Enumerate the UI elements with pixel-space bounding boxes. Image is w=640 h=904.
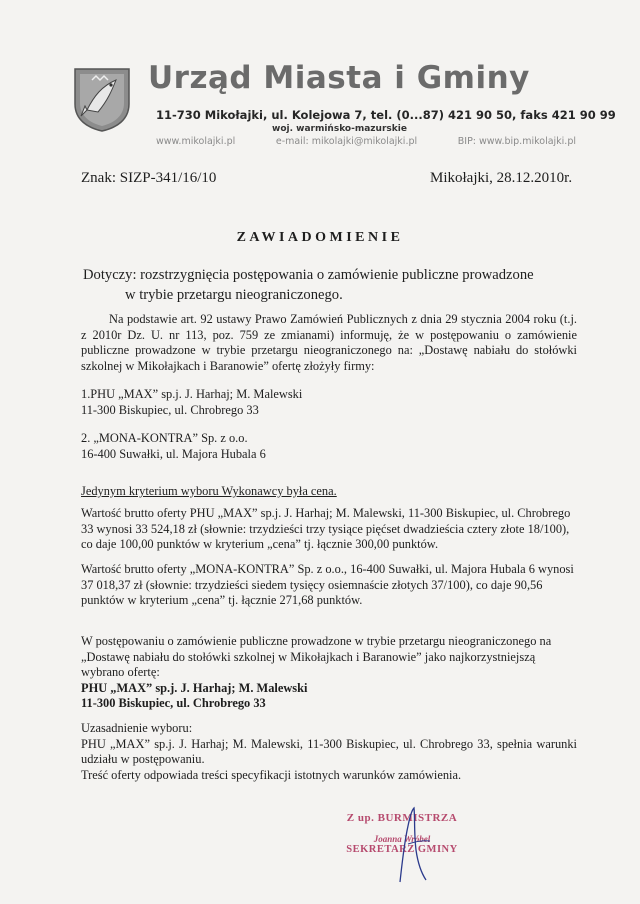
document-heading: ZAWIADOMIENIE <box>236 230 404 245</box>
offer-1-paragraph: Wartość brutto oferty PHU „MAX” sp.j. J. Harhaj; M. Malewski, 11-300 Biskupiec, ul. Chrobrego 33 wynosi 33 524,18 zł (słownie: trzydzieści trzy tysiące pięćset dwadzieścia cztery złote 18/100), co daje 100,00 punktów w kryterium „cena” tj. łącznie 300,00 punktów. <box>81 506 571 551</box>
letterhead-address: 11-730 Mikołajki, ul. Kolejowa 7, tel. (0...87) 421 90 50, faks 421 90 99 <box>156 108 616 122</box>
subject <box>83 265 563 305</box>
stamp-line-1: Z up. BURMISTRZA <box>346 812 458 824</box>
firm-entry <box>81 431 577 462</box>
justification-block <box>81 721 577 783</box>
document-date: Mikołajki, 28.12.2010r. <box>430 170 573 186</box>
letterhead-email: e-mail: mikolajki@mikolajki.pl <box>275 136 418 147</box>
offer-2-paragraph: Wartość brutto oferty „MONA-KONTRA” Sp. z o.o., 16-400 Suwałki, ul. Majora Hubala 6 wynosi 37 018,37 zł (słownie: trzydzieści siedem tysięcy osiemnaście złotych 37/100), co daje 90,56 punktów w kryterium „cena” tj. łącznie 271,68 punktów. <box>81 562 574 607</box>
firm-2-name: 2. „MONA-KONTRA” Sp. z o.o. <box>81 431 248 445</box>
firm-1-address: 11-300 Biskupiec, ul. Chrobrego 33 <box>81 402 259 417</box>
firm-1-name: 1.PHU „MAX” sp.j. J. Harhaj; M. Malewski <box>81 387 303 401</box>
firm-entry <box>81 387 577 418</box>
winner-address: 11-300 Biskupiec, ul. Chrobrego 33 <box>81 696 266 710</box>
legal-basis-paragraph: Na podstawie art. 92 ustawy Prawo Zamówień Publicznych z dnia 29 stycznia 2004 roku (t.j. z 2010r Dz. U. nr 113, poz. 759 ze zmianami) informuję, że w postępowaniu o zamówienie publiczne prowadzone w trybie przetargu nieograniczonego na: „Dostawę nabiału do stołówki szkolnej w Mikołajkach i Baranowie” ofertę złożyły firmy: <box>81 312 577 373</box>
subject-line-2: w trybie przetargu nieograniczonego. <box>125 287 343 303</box>
selection-block <box>81 634 577 712</box>
letterhead-links <box>156 136 576 147</box>
letterhead-title: Urząd Miasta i Gminy <box>148 60 530 96</box>
fish-coat-of-arms-icon <box>72 66 132 132</box>
letterhead-region: woj. warmińsko-mazurskie <box>272 124 407 134</box>
winner-name: PHU „MAX” sp.j. J. Harhaj; M. Malewski <box>81 680 308 695</box>
firm-2-address: 16-400 Suwałki, ul. Majora Hubala 6 <box>81 446 266 461</box>
selection-criterion: Jedynym kryterium wyboru Wykonawcy była cena. <box>81 484 337 498</box>
letterhead-website: www.mikolajki.pl <box>156 136 236 147</box>
justification-title: Uzasadnienie wyboru: <box>81 721 193 735</box>
letterhead-bip: BIP: www.bip.mikolajki.pl <box>457 136 576 147</box>
selection-text: W postępowaniu o zamówienie publiczne prowadzone w trybie przetargu nieograniczonego na „Dostawę nabiału do stołówki szkolnej w Mikołajkach i Baranowie” jako najkorzystniejszą wybrano ofertę: <box>81 634 552 679</box>
handwritten-signature-icon <box>378 804 448 884</box>
subject-line-1: Dotyczy: rozstrzygnięcia postępowania o zamówienie publiczne prowadzone <box>83 267 534 283</box>
reference-number: Znak: SIZP-341/16/10 <box>81 170 217 186</box>
stamp-line-2: Joanna Wróbel <box>373 834 431 844</box>
stamp-line-3: SEKRETARZ GMINY <box>346 844 458 855</box>
justification-text-2: Treść oferty odpowiada treści specyfikacji istotnych warunków zamówienia. <box>81 767 462 782</box>
justification-text: PHU „MAX” sp.j. J. Harhaj; M. Malewski, 11-300 Biskupiec, ul. Chrobrego 33, spełnia warunki udziału w postępowaniu. <box>81 736 577 766</box>
